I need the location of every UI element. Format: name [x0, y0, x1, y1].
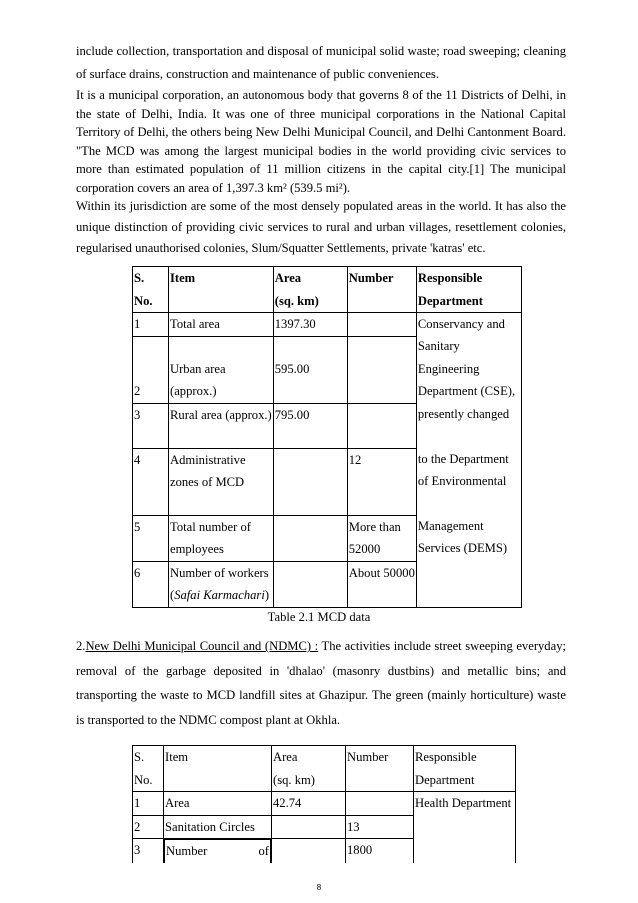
ndmc-data-table: [132, 745, 516, 863]
page-number: 8: [316, 883, 322, 892]
table-caption: Table 2.1 MCD data: [267, 610, 371, 624]
header-item: Item: [170, 271, 196, 285]
table-row: 2 Sanitation Circles 13: [133, 815, 516, 839]
paragraph-intro: include collection, transportation and disposal of municipal solid waste; road sweeping; cleaning of surface drains, construction and maintenance of public conveniences.: [76, 44, 566, 81]
paragraph-ndmc: 2.New Delhi Municipal Council and (NDMC) : The activities include street sweeping everyday; removal of the garbage deposited in 'dhalao' (masonry dustbins) and metallic bins; and transporting the waste to MCD landfill sites at Ghazipur. The green (mainly horticulture) waste is transported to the NDMC compost plant at Okhla.: [76, 639, 566, 727]
header-area: Area: [274, 271, 302, 285]
table-header-row: S. No. Item Area (sq. km) Number Responsible Department: [133, 746, 516, 792]
table-row: 2 Urban area (approx.) 595.00: [133, 336, 522, 403]
department-cell: Conservancy and Sanitary Engineering Department (CSE), presently changed to the Department of Environmental Management Services (DEMS): [416, 313, 521, 608]
header-number: Number: [347, 750, 389, 764]
header-department: Responsible: [415, 750, 477, 764]
table-row: 3 Rural area (approx.) 795.00: [133, 403, 522, 448]
header-sno: S.: [134, 271, 145, 285]
table-row: 1 Total area 1397.30 Conservancy and Sanitary Engineering Department (CSE), presently changed to the Department of Environmental Management Services (DEMS): [133, 313, 522, 337]
table-row: 6 Number of workers (Safai Karmachari) About 50000: [133, 561, 522, 607]
header-sno: S.: [134, 750, 145, 764]
table-row: 3 Number of 1800: [133, 839, 516, 863]
ndmc-heading-link[interactable]: New Delhi Municipal Council and (NDMC) :: [85, 639, 319, 653]
table-header-row: S. No. Item Area (sq. km) Number Responsible Department: [133, 267, 522, 313]
header-department: Responsible: [417, 271, 483, 285]
header-item: Item: [165, 750, 189, 764]
table-row: 1 Area 42.74 Health Department: [133, 792, 516, 816]
table-row: 4 Administrative zones of MCD 12: [133, 448, 522, 515]
list-number: 2.: [76, 639, 86, 653]
mcd-data-table: [132, 266, 522, 608]
table-row: 5 Total number of employees More than 52000: [133, 515, 522, 561]
header-area: Area: [273, 750, 298, 764]
paragraph-mcd-description: It is a municipal corporation, an autonomous body that governs 8 of the 11 Districts of Delhi, in the state of Delhi, India. It was one of three municipal corporations in the National Capital Territory of Delhi, the others being New Delhi Municipal Council, and Delhi Cantonment Board. "The MCD was among the largest municipal bodies in the world providing civic services to more than estimated population of 11 million citizens in the capital city.[1] The municipal corporation covers an area of 1,397.3 km² (539.5 mi²).: [76, 88, 566, 195]
header-number: Number: [348, 271, 394, 285]
paragraph-jurisdiction: Within its jurisdiction are some of the most densely populated areas in the world. It has also the unique distinction of providing civic services to rural and urban villages, resettlement colonies, regularised unauthorised colonies, Slum/Squatter Settlements, private 'katras' etc.: [76, 199, 566, 255]
